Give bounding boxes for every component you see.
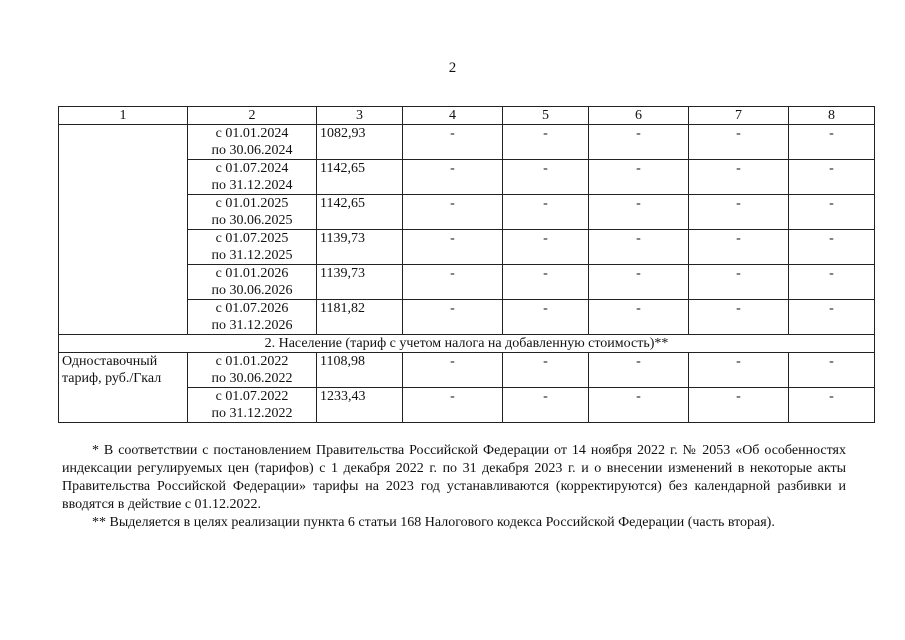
footnote-1: * В соответствии с постановлением Правительства Российской Федерации от 14 ноября 2022 г. № 2053 «Об особенностях индексации регулируемых цен (тарифов) с 1 декабря 2022 г. по 31 декабря 2023 г. и о внесении изменений в некоторые акты Правительства Российской Федерации» тарифы на 2023 год устанавливаются (корректируются) без календарной разбивки и вводятся в действие с 01.12.2022. <box>62 443 846 512</box>
period-from: с 01.07.2026 <box>215 301 289 316</box>
table-row <box>59 353 875 388</box>
footnote-2: ** Выделяется в целях реализации пункта 6 статьи 168 Налогового кодекса Российской Федерации (часть вторая). <box>92 515 775 530</box>
period-from: с 01.01.2024 <box>215 126 289 141</box>
dash-cell: - <box>589 388 689 423</box>
dash-cell: - <box>789 300 875 335</box>
period-to: по 31.12.2022 <box>211 406 293 421</box>
dash-cell: - <box>403 125 503 160</box>
dash-cell: - <box>789 230 875 265</box>
dash-cell: - <box>403 388 503 423</box>
dash-cell: - <box>503 125 589 160</box>
dash-cell: - <box>503 265 589 300</box>
period-from: с 01.01.2026 <box>215 266 289 281</box>
table-header-row <box>59 107 875 125</box>
dash-cell: - <box>789 388 875 423</box>
table-row <box>59 125 875 160</box>
period-from: с 01.07.2025 <box>215 231 289 246</box>
group2-label-cell <box>59 353 188 423</box>
dash-cell: - <box>403 230 503 265</box>
dash-cell: - <box>689 230 789 265</box>
period-from: с 01.01.2025 <box>215 196 289 211</box>
dash-cell: - <box>689 125 789 160</box>
tariff-table <box>58 106 875 423</box>
tariff-value: 1142,65 <box>317 195 403 230</box>
dash-cell: - <box>689 265 789 300</box>
dash-cell: - <box>403 265 503 300</box>
dash-cell: - <box>503 230 589 265</box>
dash-cell: - <box>403 300 503 335</box>
header-cell: 7 <box>689 107 789 125</box>
period-from: с 01.07.2024 <box>215 161 289 176</box>
dash-cell: - <box>689 195 789 230</box>
group2-label-line: тариф, руб./Гкал <box>62 371 162 386</box>
dash-cell: - <box>689 160 789 195</box>
period-to: по 30.06.2024 <box>211 143 293 158</box>
tariff-value: 1139,73 <box>317 265 403 300</box>
header-cell: 8 <box>789 107 875 125</box>
header-cell: 3 <box>317 107 403 125</box>
dash-cell: - <box>589 300 689 335</box>
dash-cell: - <box>689 388 789 423</box>
period-to: по 30.06.2026 <box>211 283 293 298</box>
dash-cell: - <box>403 160 503 195</box>
dash-cell: - <box>503 160 589 195</box>
period-from: с 01.07.2022 <box>215 389 289 404</box>
dash-cell: - <box>503 195 589 230</box>
tariff-value: 1108,98 <box>317 353 403 388</box>
header-cell: 6 <box>589 107 689 125</box>
dash-cell: - <box>403 195 503 230</box>
dash-cell: - <box>589 230 689 265</box>
dash-cell: - <box>789 195 875 230</box>
group1-label-cell <box>59 125 188 335</box>
period-cell <box>188 300 317 335</box>
dash-cell: - <box>689 353 789 388</box>
period-cell <box>188 125 317 160</box>
header-cell: 4 <box>403 107 503 125</box>
dash-cell: - <box>789 160 875 195</box>
dash-cell: - <box>789 353 875 388</box>
dash-cell: - <box>589 195 689 230</box>
period-cell <box>188 265 317 300</box>
dash-cell: - <box>789 265 875 300</box>
header-cell: 5 <box>503 107 589 125</box>
dash-cell: - <box>503 300 589 335</box>
period-cell <box>188 388 317 423</box>
dash-cell: - <box>589 353 689 388</box>
group2-label-line: Одноставочный <box>62 354 158 369</box>
section-title: 2. Население (тариф с учетом налога на добавленную стоимость)** <box>59 335 875 353</box>
page-number: 2 <box>448 60 457 76</box>
tariff-value: 1142,65 <box>317 160 403 195</box>
period-to: по 31.12.2024 <box>211 178 293 193</box>
dash-cell: - <box>689 300 789 335</box>
period-cell <box>188 195 317 230</box>
period-cell <box>188 160 317 195</box>
period-cell <box>188 353 317 388</box>
dash-cell: - <box>403 353 503 388</box>
dash-cell: - <box>589 265 689 300</box>
period-from: с 01.01.2022 <box>215 354 289 369</box>
period-to: по 30.06.2022 <box>211 371 293 386</box>
tariff-value: 1181,82 <box>317 300 403 335</box>
dash-cell: - <box>503 388 589 423</box>
tariff-value: 1139,73 <box>317 230 403 265</box>
period-to: по 31.12.2025 <box>211 248 293 263</box>
tariff-value: 1233,43 <box>317 388 403 423</box>
header-cell: 2 <box>188 107 317 125</box>
period-to: по 30.06.2025 <box>211 213 293 228</box>
dash-cell: - <box>589 125 689 160</box>
footnotes <box>62 442 846 532</box>
dash-cell: - <box>503 353 589 388</box>
section-row <box>59 335 875 353</box>
tariff-value: 1082,93 <box>317 125 403 160</box>
period-cell <box>188 230 317 265</box>
dash-cell: - <box>589 160 689 195</box>
header-cell: 1 <box>59 107 188 125</box>
period-to: по 31.12.2026 <box>211 318 293 333</box>
dash-cell: - <box>789 125 875 160</box>
